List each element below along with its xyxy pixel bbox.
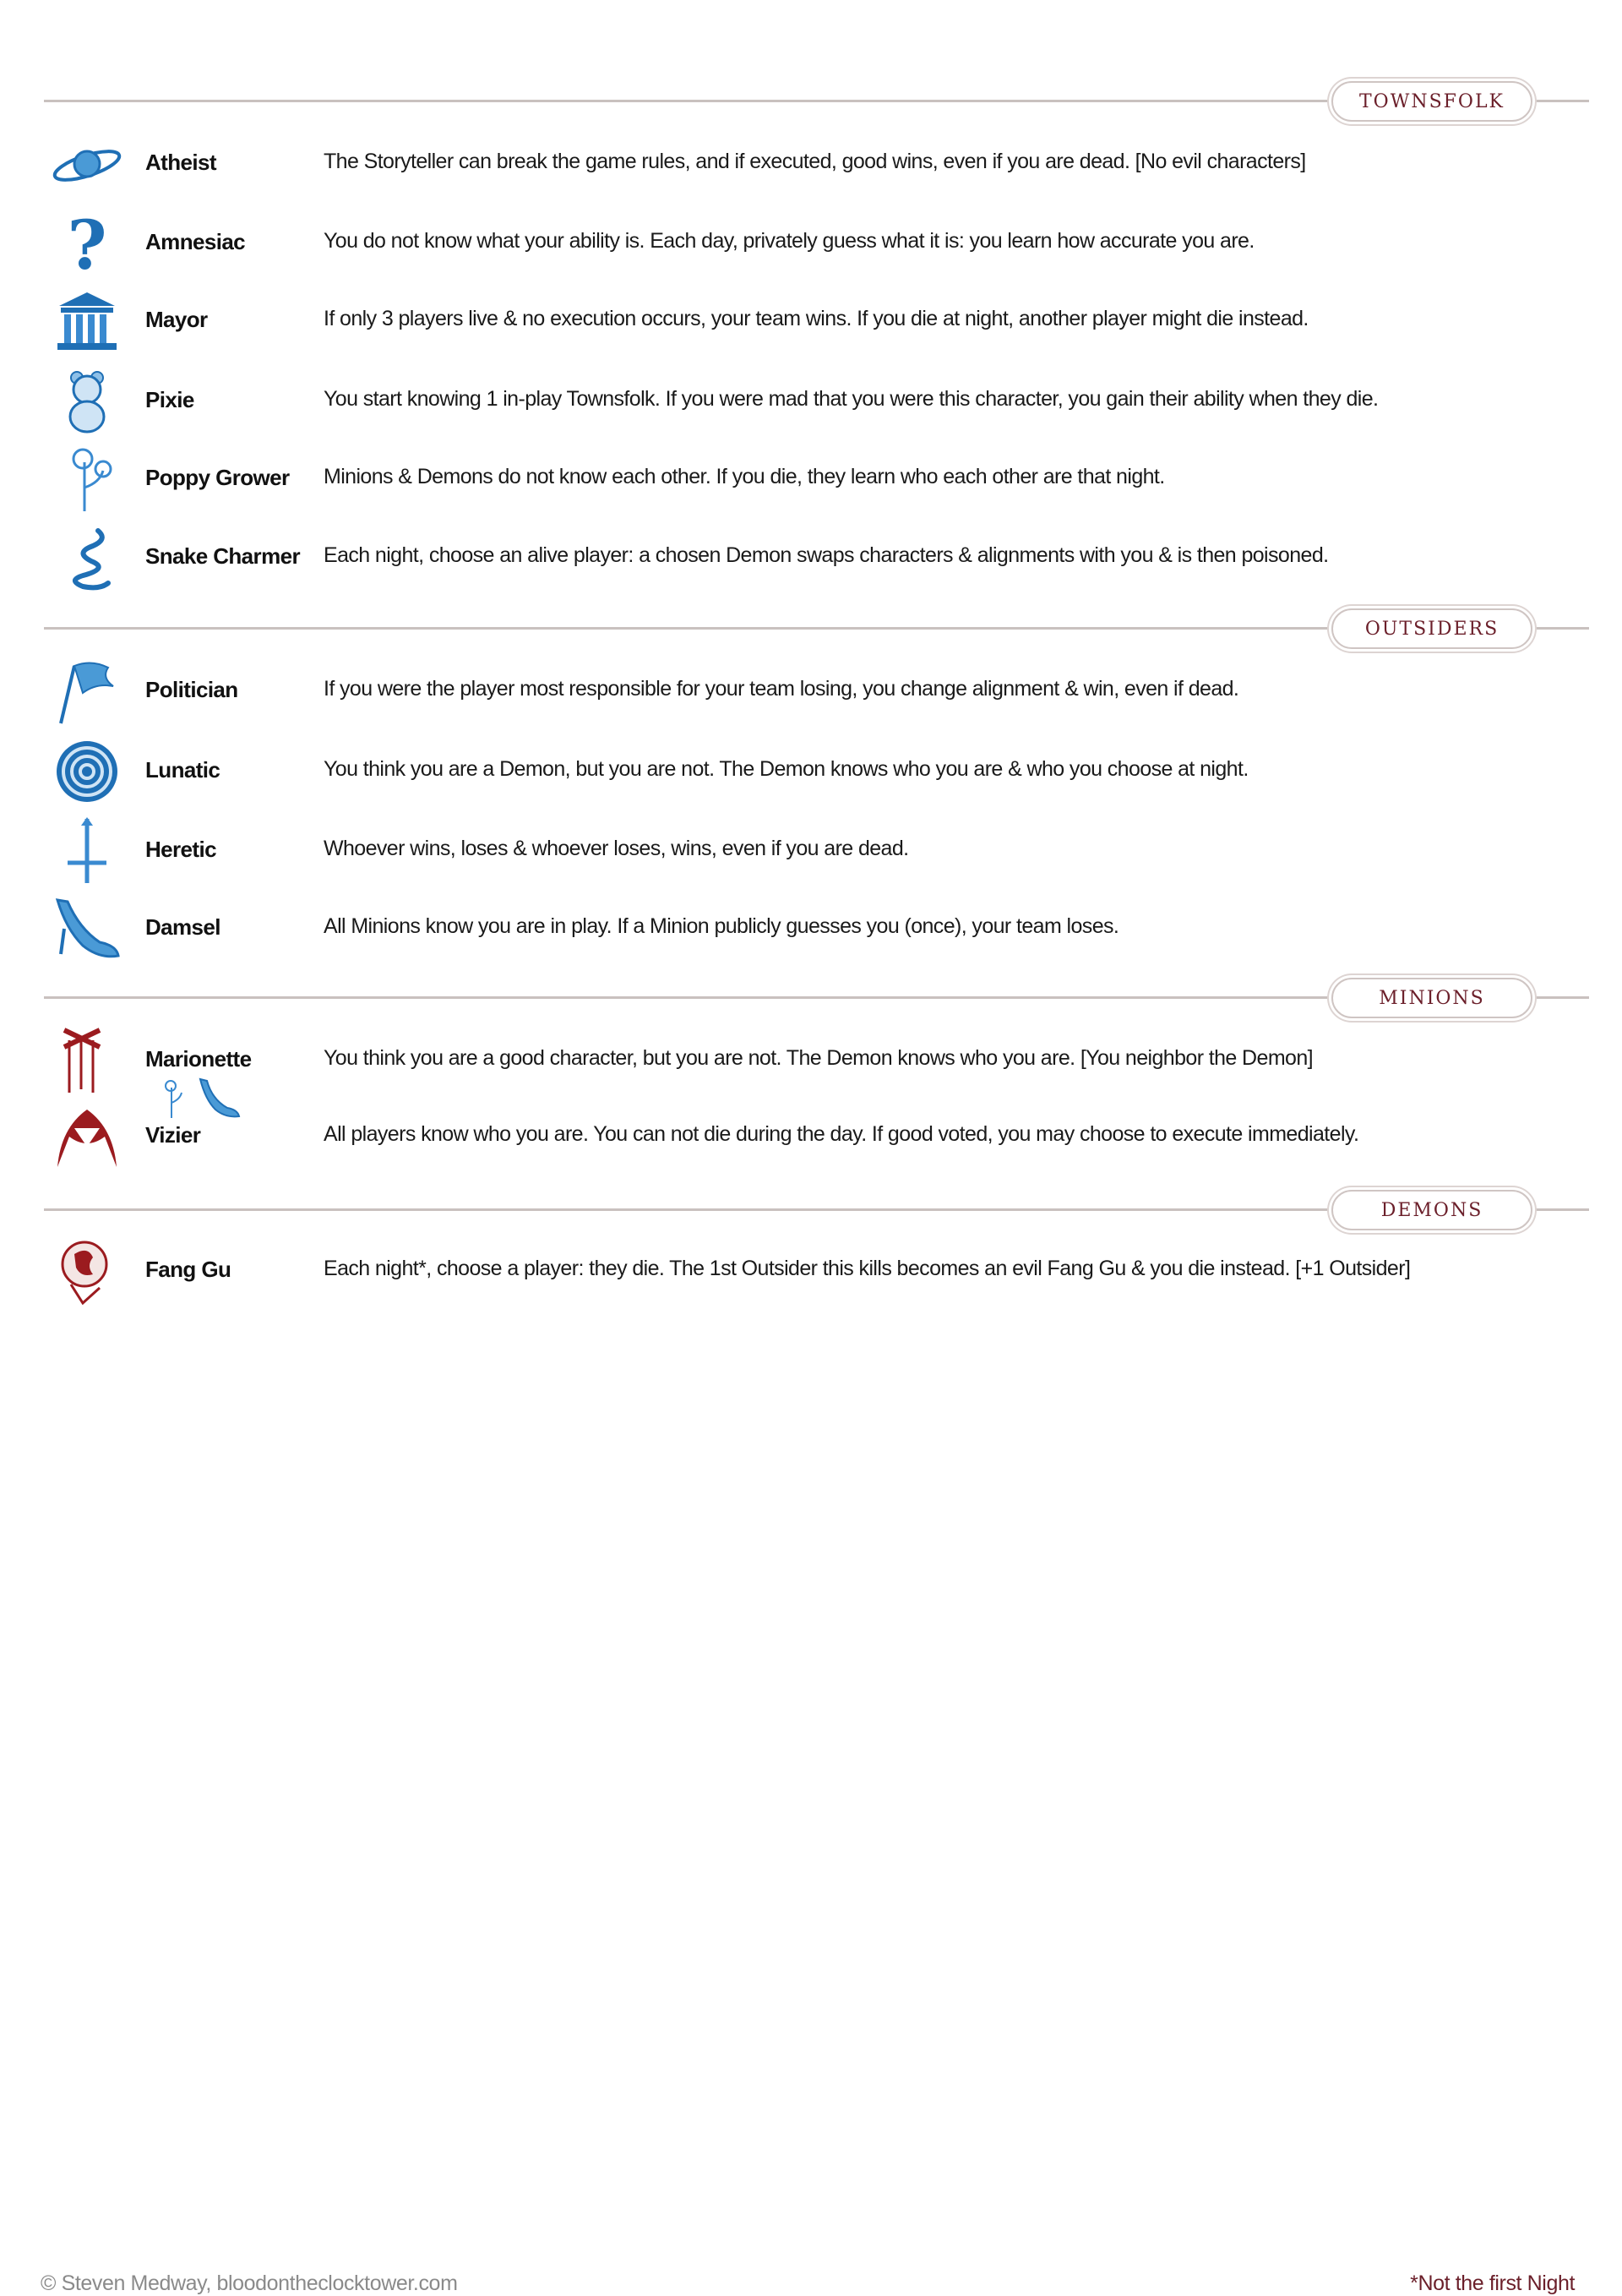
character-row-heretic bbox=[0, 837, 1622, 919]
character-ability: You do not know what your ability is. Each day, privately guess what it is: you learn how accurate you are. bbox=[324, 229, 1255, 253]
poppy-flower-icon bbox=[166, 1081, 182, 1118]
fang-gu-icon bbox=[49, 1237, 125, 1305]
planet-icon bbox=[49, 130, 125, 198]
character-name: Mayor bbox=[145, 307, 208, 332]
character-row-amnesiac bbox=[0, 210, 1622, 311]
snake-icon bbox=[49, 524, 125, 592]
character-ability: If only 3 players live & no execution occurs, your team wins. If you die at night, another player might die instead. bbox=[324, 307, 1309, 330]
character-name: Pixie bbox=[145, 387, 194, 412]
character-name: Amnesiac bbox=[145, 229, 246, 254]
vizier-crown-icon bbox=[49, 1103, 125, 1170]
character-ability: You think you are a Demon, but you are not. The Demon knows who you are & who you choose at night. bbox=[324, 757, 1249, 781]
character-row-fang-gu bbox=[0, 1257, 1622, 1339]
character-name: Politician bbox=[145, 677, 238, 702]
copyright-text: © Steven Medway, bloodontheclocktower.com bbox=[41, 2271, 458, 2295]
question-mark-icon bbox=[49, 210, 125, 277]
character-row-pixie bbox=[0, 387, 1622, 469]
character-row-mayor bbox=[0, 307, 1622, 389]
character-name: Damsel bbox=[145, 914, 220, 940]
section-badge-minions: MINIONS bbox=[1331, 978, 1532, 1018]
character-row-poppy-grower bbox=[0, 465, 1622, 547]
character-ability: The Storyteller can break the game rules, and if executed, good wins, even if you are dead. [No evil characters] bbox=[324, 150, 1306, 173]
teddy-bear-icon bbox=[49, 368, 125, 435]
character-name: Heretic bbox=[145, 837, 216, 862]
svg-text:?: ? bbox=[67, 210, 107, 277]
character-name: Lunatic bbox=[145, 757, 220, 783]
character-name: Vizier bbox=[145, 1122, 201, 1148]
glass-slipper-icon bbox=[49, 895, 125, 963]
character-ability: Each night*, choose a player: they die. The 1st Outsider this kills becomes an evil Fang Gu & you die instead. [+1 Outsider] bbox=[324, 1257, 1411, 1280]
character-ability: All Minions know you are in play. If a Minion publicly guesses you (once), your team loses. bbox=[324, 914, 1119, 938]
spiral-icon bbox=[49, 738, 125, 805]
character-name: Poppy Grower bbox=[145, 465, 290, 490]
character-name: Snake Charmer bbox=[145, 543, 300, 569]
section-badge-outsiders: OUTSIDERS bbox=[1331, 608, 1532, 649]
town-hall-icon bbox=[49, 287, 125, 355]
character-ability: Minions & Demons do not know each other. If you die, they learn who each other are that night. bbox=[324, 465, 1165, 488]
character-row-politician bbox=[0, 677, 1622, 759]
character-row-atheist bbox=[0, 150, 1622, 232]
character-ability: Whoever wins, loses & whoever loses, wins, even if you are dead. bbox=[324, 837, 909, 860]
glass-slipper-icon bbox=[200, 1079, 239, 1116]
character-ability: Each night, choose an alive player: a chosen Demon swaps characters & alignments with you & is then poisoned. bbox=[324, 543, 1329, 567]
character-name: Marionette bbox=[145, 1046, 252, 1072]
jinx-icons bbox=[156, 1077, 249, 1120]
puppet-strings-icon bbox=[49, 1027, 125, 1094]
character-ability: You start knowing 1 in-play Townsfolk. If you were mad that you were this character, you gain their ability when they die. bbox=[324, 387, 1379, 411]
section-badge-townsfolk: TOWNSFOLK bbox=[1331, 81, 1532, 122]
poppy-flower-icon bbox=[49, 445, 125, 513]
character-ability: All players know who you are. You can not die during the day. If good voted, you may choose to execute immediately. bbox=[324, 1122, 1359, 1146]
character-ability: If you were the player most responsible for your team losing, you change alignment & win, even if dead. bbox=[324, 677, 1239, 701]
section-badge-demons: DEMONS bbox=[1331, 1190, 1532, 1230]
character-name: Atheist bbox=[145, 150, 216, 175]
flag-icon bbox=[49, 657, 125, 725]
character-row-marionette bbox=[0, 1046, 1622, 1128]
footnote-text: *Not the first Night bbox=[1410, 2271, 1575, 2295]
character-name: Fang Gu bbox=[145, 1257, 231, 1282]
character-ability: You think you are a good character, but you are not. The Demon knows who you are. [You neighbor the Demon] bbox=[324, 1046, 1313, 1070]
character-row-lunatic bbox=[0, 757, 1622, 839]
inverted-cross-icon bbox=[49, 817, 125, 885]
